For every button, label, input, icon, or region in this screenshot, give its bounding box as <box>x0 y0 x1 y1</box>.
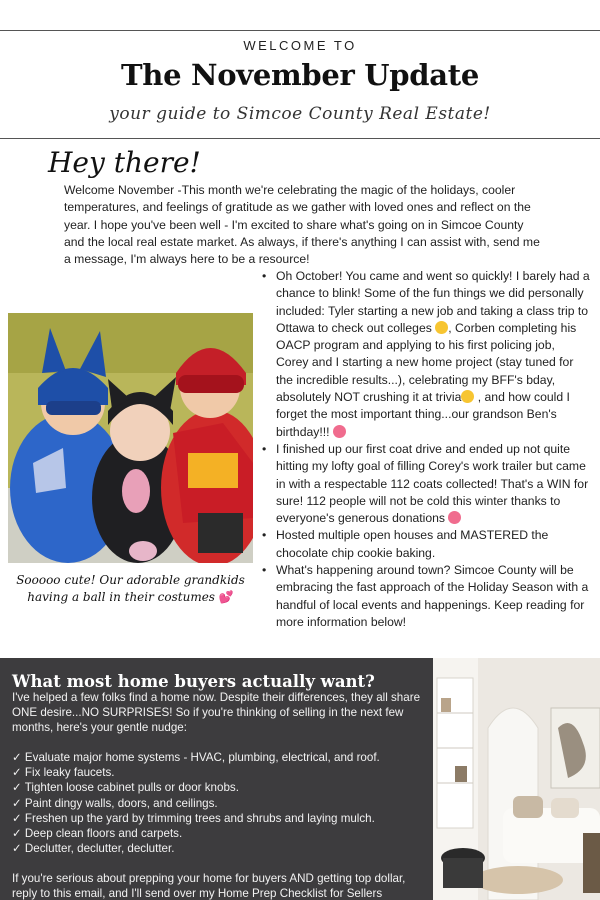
list-item <box>260 268 590 441</box>
october-recap-part2: , Corben completing his OACP program and applying to his first policing job, Corey and I starting a new home project (stay tuned for the incredible results...), celebrating my BFF's bday, absolutely NOT crushing it at trivia <box>276 320 577 405</box>
home-buyers-section <box>0 658 433 900</box>
greeting-intro: Welcome November -This month we're celebrating the magic of the holidays, cooler temperatures, and feelings of gratitude as we gather with loved ones and reflect on the year. I hope you've been well - I'm excited to share what's going on in Simcoe County and the local real estate market. As always, if there's anything I can assist with, send me a message, I'm always here to be a resource! <box>64 183 540 267</box>
bullet-dot-icon: • <box>262 269 267 283</box>
checklist-item: ✓ Declutter, declutter, declutter. <box>12 842 175 856</box>
living-room-photo <box>433 658 600 900</box>
list-item <box>260 441 590 527</box>
costume-illustration <box>8 313 253 563</box>
photo-caption-text: Sooooo cute! Our adorable grandkids having a ball in their costumes <box>16 573 245 604</box>
welcome-label: WELCOME TO <box>243 38 357 53</box>
checklist-item: ✓ Fix leaky faucets. <box>12 766 115 780</box>
hearts-face-emoji-icon <box>333 425 346 438</box>
zany-face-emoji-icon <box>461 390 474 403</box>
pink-hearts-icon: 💕 <box>218 590 234 604</box>
open-houses-text: Hosted multiple open houses and MASTERED the chocolate chip cookie baking. <box>276 528 549 560</box>
list-item <box>260 562 590 631</box>
coat-drive-text: I finished up our first coat drive and ended up not quite hitting my lofty goal of filling Corey's work trailer but came in with a respectable 112 coats collected! That's a WIN for sure! 112 people will not be cold this winter thanks to everyone's generous donations <box>276 441 589 526</box>
home-prep-cta-text: If you're serious about prepping your home for buyers AND getting top dollar, reply to this email, and I'll send over my Home Prep Checklist for Sellers <box>12 872 406 900</box>
seller-prep-checklist <box>12 750 430 856</box>
list-item <box>260 527 590 562</box>
greeting-heading: Hey there! <box>48 146 201 179</box>
checklist-item: ✓ Tighten loose cabinet pulls or door knobs. <box>12 781 239 795</box>
newsletter-subtitle: your guide to Simcoe County Real Estate! <box>109 104 491 124</box>
checklist-item: ✓ Evaluate major home systems - HVAC, plumbing, electrical, and roof. <box>12 751 380 764</box>
photo-caption <box>8 572 253 606</box>
checklist-item: ✓ Deep clean floors and carpets. <box>12 827 183 841</box>
newsletter-title: The November Update <box>121 58 479 92</box>
grandkids-costume-photo <box>8 313 253 563</box>
around-town-text: What's happening around town? Simcoe County will be embracing the fast approach of the Holiday Season with a handful of local events and happenings. Keep reading for more information below! <box>276 563 589 629</box>
checklist-item: ✓ Freshen up the yard by trimming trees and shrubs and laying mulch. <box>12 811 375 825</box>
bullet-dot-icon: • <box>262 563 267 578</box>
hug-emoji-icon <box>448 511 461 524</box>
home-buyers-heading: What most home buyers actually want? <box>12 672 375 691</box>
bullet-dot-icon: • <box>262 528 267 543</box>
header-top-rule <box>0 30 600 31</box>
home-buyers-intro: I've helped a few folks find a home now. Despite their differences, they all share ONE desire...NO SURPRISES! So if you're thinking of selling in the next few months, here's your gentle nudge: <box>12 691 421 735</box>
monthly-highlights-list <box>260 268 590 631</box>
october-recap-part1: Oh October! You came and went so quickly! I barely had a chance to blink! Some of the fun things we did personally included: Tyler starting a new job and taking a class trip to Ottawa to check out colleges <box>276 269 590 335</box>
sunglasses-emoji-icon <box>435 321 448 334</box>
living-room-illustration <box>433 658 600 900</box>
header-bottom-rule <box>0 138 600 139</box>
checklist-item: ✓ Paint dingy walls, doors, and ceilings. <box>12 796 218 810</box>
bullet-dot-icon: • <box>262 441 267 456</box>
october-recap-part3: , and how could I forget the most important thing...our grandson Ben's birthday!!! <box>276 390 570 439</box>
